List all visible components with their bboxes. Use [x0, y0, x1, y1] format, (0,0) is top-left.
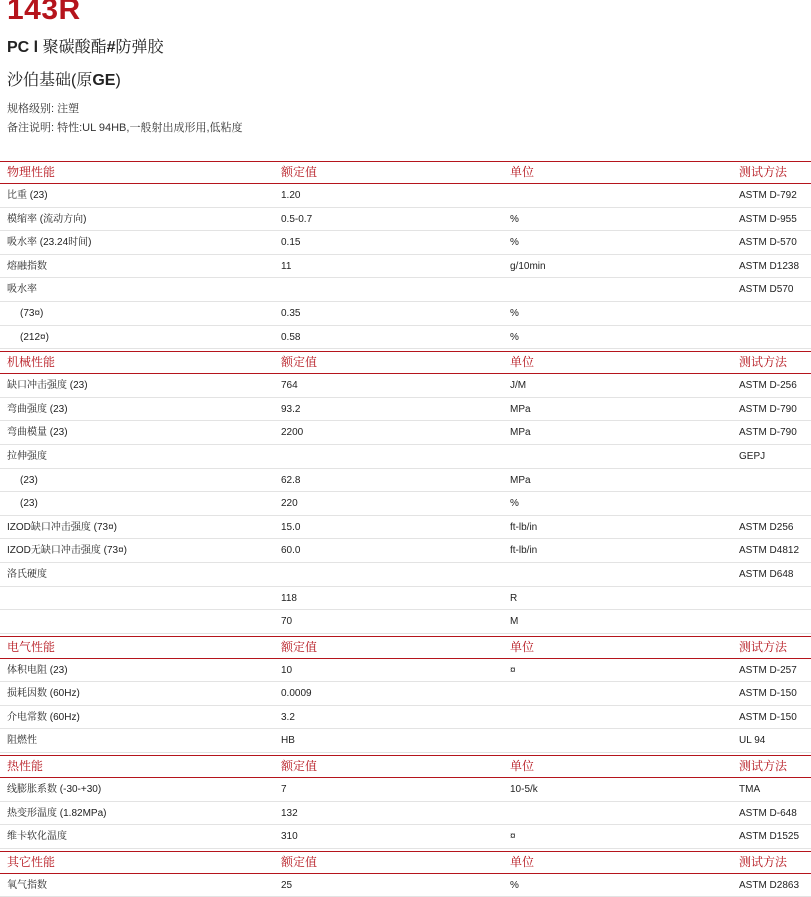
section-header — [0, 636, 811, 659]
property-name: 弯曲强度 (23) — [7, 403, 68, 415]
section-title: 物理性能 — [7, 165, 56, 179]
property-value: 25 — [281, 879, 293, 891]
table-row — [0, 706, 811, 730]
table-row — [0, 421, 811, 445]
property-unit: ft-lb/in — [510, 521, 538, 533]
property-value: 220 — [281, 498, 298, 510]
property-table — [0, 161, 811, 897]
manufacturer-end: ) — [115, 72, 121, 89]
property-name: 缺口冲击强度 (23) — [7, 380, 88, 392]
property-name: 洛氏硬度 — [7, 568, 47, 580]
section-header — [0, 755, 811, 778]
test-method: TMA — [739, 784, 761, 796]
property-name: 比重 (23) — [7, 190, 48, 201]
property-name: 吸水率 — [7, 284, 37, 296]
spec-level: 规格级别: 注塑 — [7, 103, 80, 115]
test-method: ASTM D-792 — [739, 190, 797, 201]
manufacturer — [7, 71, 121, 91]
property-value: 0.58 — [281, 331, 301, 343]
value-column-header: 额定值 — [281, 759, 318, 774]
table-row — [0, 587, 811, 611]
property-value: 2200 — [281, 427, 304, 439]
property-name: 热变形温度 (1.82MPa) — [7, 807, 107, 819]
property-value: 1.20 — [281, 190, 301, 201]
property-name: IZOD缺口冲击强度 (73¤) — [7, 521, 118, 533]
test-method: ASTM D-257 — [739, 664, 797, 676]
property-unit: % — [510, 498, 519, 510]
property-unit: R — [510, 592, 518, 604]
unit-column-header: 单位 — [510, 759, 535, 774]
manufacturer-main: 沙伯基础(原 — [7, 72, 93, 89]
category-main: 聚碳酸酯 — [42, 39, 107, 56]
property-name: 氧气指数 — [7, 879, 47, 891]
test-method: ASTM D1238 — [739, 260, 800, 272]
table-row — [0, 778, 811, 802]
property-unit: g/10min — [510, 260, 546, 272]
property-value: HB — [281, 735, 295, 747]
value-column-header: 额定值 — [281, 165, 318, 179]
test-method: GEPJ — [739, 450, 766, 462]
property-name: 弯曲模量 (23) — [7, 427, 68, 439]
property-name: 模缩率 (流动方向) — [7, 213, 87, 225]
test-method: ASTM D-256 — [739, 380, 797, 392]
value-column-header: 额定值 — [281, 639, 318, 654]
property-name: 吸水率 (23.24时间) — [7, 237, 92, 249]
test-method: ASTM D2863 — [739, 879, 800, 891]
test-method: ASTM D-955 — [739, 213, 797, 225]
test-method: ASTM D256 — [739, 521, 794, 533]
table-row — [0, 610, 811, 634]
test-method: ASTM D570 — [739, 284, 794, 296]
method-column-header: 测试方法 — [739, 639, 788, 654]
table-row — [0, 445, 811, 469]
property-value: 3.2 — [281, 711, 295, 723]
manufacturer-brand: GE — [92, 72, 116, 89]
section-title: 热性能 — [7, 759, 44, 774]
property-unit: ft-lb/in — [510, 545, 538, 557]
unit-column-header: 单位 — [510, 165, 535, 179]
table-row — [0, 516, 811, 540]
table-row — [0, 278, 811, 302]
property-value: 62.8 — [281, 474, 301, 486]
table-row — [0, 825, 811, 849]
property-name: 介电常数 (60Hz) — [7, 711, 80, 723]
property-value: 0.35 — [281, 307, 301, 319]
table-row — [0, 802, 811, 826]
property-value: 7 — [281, 784, 287, 796]
table-row — [0, 659, 811, 683]
property-unit: MPa — [510, 427, 531, 439]
property-unit: ¤ — [510, 831, 516, 843]
property-name: (23) — [20, 498, 38, 510]
property-value: 11 — [281, 260, 292, 272]
unit-column-header: 单位 — [510, 854, 535, 869]
property-value: 60.0 — [281, 545, 301, 557]
section-header — [0, 851, 811, 874]
section-title: 其它性能 — [7, 854, 56, 869]
table-row — [0, 874, 811, 897]
property-name: 维卡软化温度 — [7, 831, 67, 843]
test-method: ASTM D-790 — [739, 403, 797, 415]
table-row — [0, 231, 811, 255]
unit-column-header: 单位 — [510, 355, 535, 370]
property-name: 拉伸强度 — [7, 450, 47, 462]
property-unit: % — [510, 879, 519, 891]
table-row — [0, 184, 811, 208]
property-value: 0.5-0.7 — [281, 213, 313, 225]
test-method: UL 94 — [739, 735, 766, 747]
property-unit: % — [510, 331, 519, 343]
property-value: 10 — [281, 664, 293, 676]
test-method: ASTM D648 — [739, 568, 794, 580]
property-unit: % — [510, 213, 519, 225]
test-method: ASTM D4812 — [739, 545, 800, 557]
property-unit: % — [510, 307, 519, 319]
category-prefix: PC l — [7, 39, 43, 56]
property-unit: ¤ — [510, 664, 516, 676]
value-column-header: 额定值 — [281, 854, 318, 869]
table-row — [0, 374, 811, 398]
test-method: ASTM D-150 — [739, 688, 797, 700]
table-row — [0, 326, 811, 350]
test-method: ASTM D1525 — [739, 831, 800, 843]
test-method: ASTM D-150 — [739, 711, 797, 723]
table-row — [0, 208, 811, 232]
test-method: ASTM D-648 — [739, 807, 797, 819]
property-value: 0.0009 — [281, 688, 312, 700]
table-row — [0, 492, 811, 516]
property-name: (23) — [20, 474, 38, 486]
property-unit: M — [510, 616, 519, 628]
table-row — [0, 729, 811, 753]
method-column-header: 测试方法 — [739, 355, 788, 370]
property-name: (212¤) — [20, 331, 49, 343]
grade-title: 143R — [7, 0, 81, 26]
category-suffix: 防弹胶 — [115, 39, 164, 56]
property-value: 93.2 — [281, 403, 301, 415]
property-name: 损耗因数 (60Hz) — [7, 688, 80, 700]
table-row — [0, 302, 811, 326]
table-row — [0, 255, 811, 279]
section-header — [0, 351, 811, 374]
section-title: 电气性能 — [7, 639, 56, 654]
property-unit: % — [510, 237, 519, 249]
property-value: 15.0 — [281, 521, 301, 533]
table-row — [0, 398, 811, 422]
property-unit: J/M — [510, 380, 527, 392]
property-value: 310 — [281, 831, 298, 843]
table-row — [0, 539, 811, 563]
remark: 备注说明: 特性:UL 94HB,一般射出成形用,低粘度 — [7, 122, 243, 134]
property-value: 118 — [281, 592, 297, 604]
property-unit: 10-5/k — [510, 784, 538, 796]
category-hash: # — [106, 39, 116, 56]
table-row — [0, 563, 811, 587]
test-method: ASTM D-570 — [739, 237, 797, 249]
property-unit: MPa — [510, 403, 531, 415]
property-value: 132 — [281, 807, 298, 819]
section-title: 机械性能 — [7, 355, 56, 370]
method-column-header: 测试方法 — [739, 165, 788, 179]
property-name: 熔融指数 — [7, 260, 47, 272]
property-value: 0.15 — [281, 237, 301, 249]
property-name: (73¤) — [20, 307, 44, 319]
property-unit: MPa — [510, 474, 531, 486]
property-value: 70 — [281, 616, 293, 628]
property-name: 阻燃性 — [7, 735, 37, 747]
table-row — [0, 682, 811, 706]
table-row — [0, 469, 811, 493]
product-category — [7, 38, 164, 58]
property-name: IZOD无缺口冲击强度 (73¤) — [7, 545, 128, 557]
property-name: 体积电阻 (23) — [7, 664, 68, 676]
unit-column-header: 单位 — [510, 639, 535, 654]
method-column-header: 测试方法 — [739, 854, 788, 869]
section-header — [0, 161, 811, 184]
method-column-header: 测试方法 — [739, 759, 788, 774]
value-column-header: 额定值 — [281, 355, 318, 370]
property-value: 764 — [281, 380, 298, 392]
test-method: ASTM D-790 — [739, 427, 797, 439]
property-name: 线膨胀系数 (-30-+30) — [7, 784, 102, 796]
